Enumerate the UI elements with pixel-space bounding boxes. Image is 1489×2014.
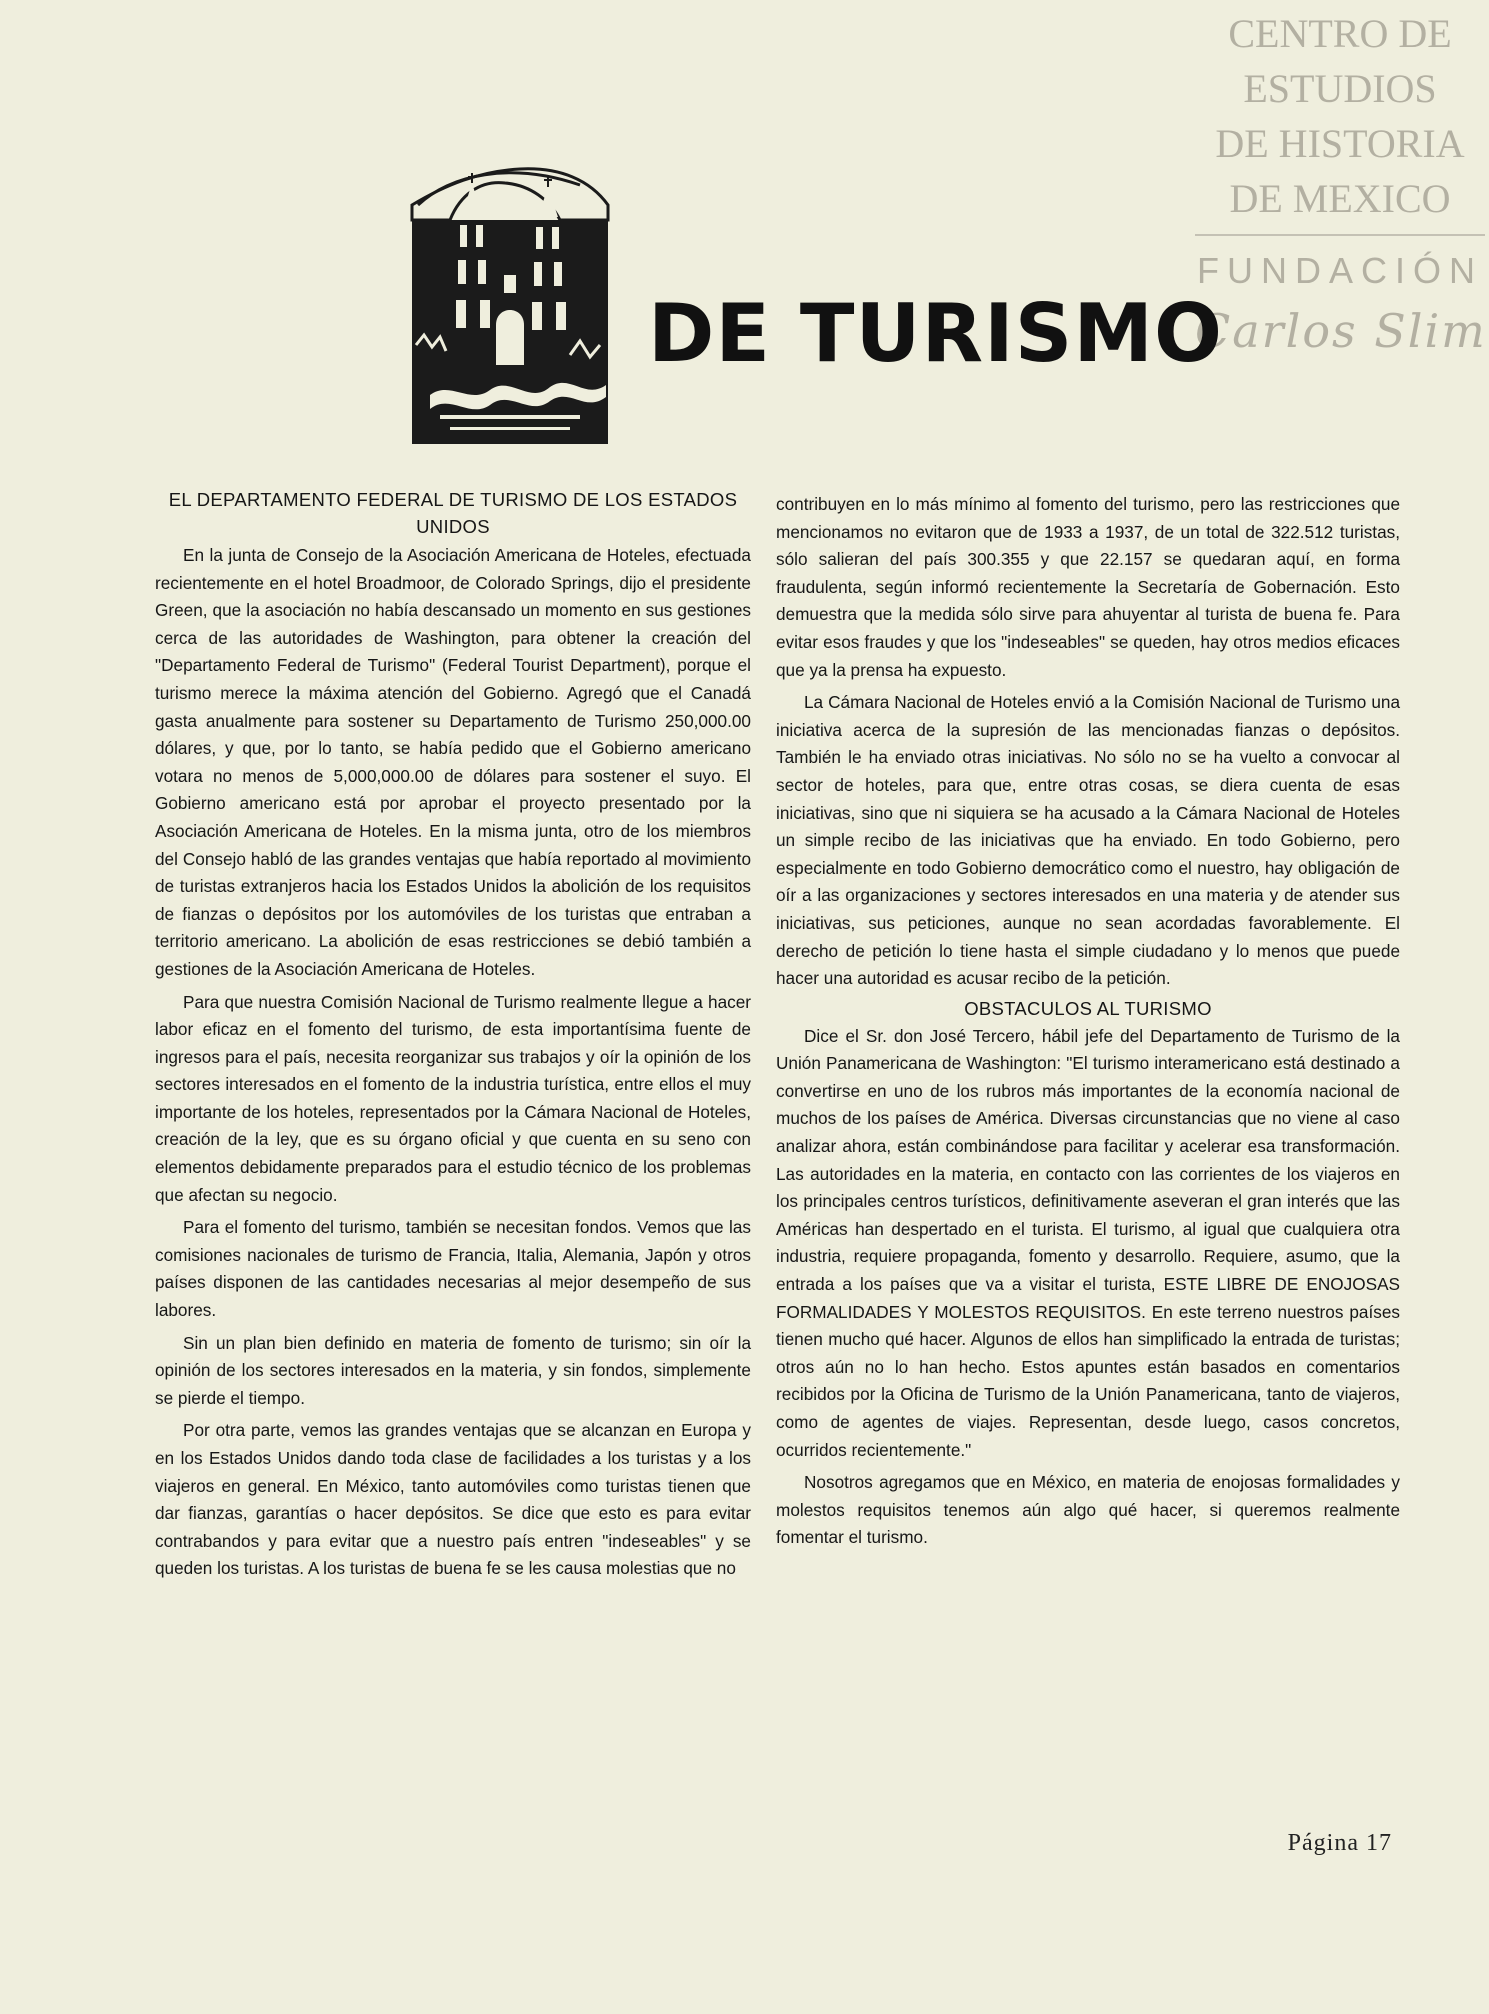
watermark-line: ESTUDIOS: [1243, 66, 1437, 111]
article-paragraph: La Cámara Nacional de Hoteles envió a la Comisión Nacional de Turismo una iniciativa acerca de la supresión de las mencionadas fianzas o depósitos. También le ha enviado otras iniciativas. No sólo no se ha vuelto a convocar al sector de hoteles, para que, entre otras cosas, se diera cuenta de esas iniciativas, sino que ni siquiera se ha acusado a la Cámara Nacional de Hoteles un simple recibo de las iniciativas que ha enviado. En todo Gobierno, pero especialmente en todo Gobierno democrático como el nuestro, hay obligación de oír a las organizaciones y sectores interesados en una materia y de atender sus iniciativas, sus peticiones, aunque no sean acordadas favorablemente. El derecho de petición lo tiene hasta el simple ciudadano y lo menos que puede hacer una autoridad es acusar recibo de la petición.: [776, 692, 1400, 989]
watermark-divider: [1195, 234, 1485, 236]
article-paragraph: Nosotros agregamos que en México, en materia de enojosas formalidades y molestos requisitos tenemos aún algo qué hacer, si queremos realmente fomentar el turismo.: [776, 1472, 1400, 1548]
article-paragraph: Por otra parte, vemos las grandes ventajas que se alcanzan en Europa y en los Estados Unidos dando toda clase de facilidades a los turistas y a los viajeros en general. En México, tanto automóviles como turistas tienen que dar fianzas, garantías o hacer depósitos. Se dice que esto es para evitar contrabandos y para evitar que a nuestro país entren "indeseables" y se queden los turistas. A los turistas de buena fe se les causa molestias que no: [155, 1420, 751, 1579]
page-title: DE TURISMO: [648, 287, 1224, 380]
watermark-line: CENTRO DE: [1228, 11, 1452, 56]
article-paragraph: Sin un plan bien definido en materia de fomento de turismo; sin oír la opinión de los sectores interesados en la materia, y sin fondos, simplemente se pierde el tiempo.: [155, 1332, 751, 1408]
section-heading: EL DEPARTAMENTO FEDERAL DE TURISMO DE LOS ESTADOS UNIDOS: [168, 489, 738, 537]
watermark-line: DE MEXICO: [1229, 176, 1451, 221]
left-column: [155, 486, 751, 1583]
church-towers-woodcut-icon: [410, 165, 610, 447]
article-paragraph: En la junta de Consejo de la Asociación Americana de Hoteles, efectuada recientemente en el hotel Broadmoor, de Colorado Springs, dijo el presidente Green, que la asociación no había descansado un momento en sus gestiones cerca de las autoridades de Washington, para obtener la creación del "Departamento Federal de Turismo" (Federal Tourist Department), porque el turismo merece la máxima atención del Gobierno. Agregó que el Canadá gasta anualmente para sostener su Departamento de Turismo 250,000.00 dólares, y que, por lo tanto, se había pedido que el Gobierno americano votara no menos de 5,000,000.00 de dólares para sostener el suyo. El Gobierno americano está por aprobar el proyecto presentado por la Asociación Americana de Hoteles. En la misma junta, otro de los miembros del Consejo habló de las grandes ventajas que había reportado al movimiento de turistas extranjeros hacia los Estados Unidos la abolición de los requisitos de fianzas o depósitos por los automóviles de los turistas que entraban a territorio americano. La abolición de esas restricciones se debió también a gestiones de la Asociación Americana de Hoteles.: [155, 545, 751, 979]
article-paragraph: contribuyen en lo más mínimo al fomento del turismo, pero las restricciones que mencionamos no evitaron que de 1933 a 1937, de un total de 322.512 turistas, sólo salieran del país 300.355 y que 22.157 se quedaran aquí, en forma fraudulenta, según informó recientemente la Secretaría de Gobernación. Esto demuestra que la medida sólo sirve para ahuyentar al turista de buena fe. Para evitar esos fraudes y que los "indeseables" se queden, hay otros medios eficaces que ya la prensa ha expuesto.: [776, 494, 1400, 680]
watermark-fundacion: FUNDACIÓN: [1197, 250, 1483, 291]
page-number: Página 17: [1287, 1830, 1392, 1856]
section-heading: OBSTACULOS AL TURISMO: [964, 997, 1212, 1019]
right-column: [776, 491, 1400, 1552]
article-paragraph: Para el fomento del turismo, también se necesitan fondos. Vemos que las comisiones nacionales de turismo de Francia, Italia, Alemania, Japón y otros países disponen de las cantidades necesarias al mejor desempeño de sus labores.: [155, 1217, 751, 1321]
watermark-signature: Carlos Slim: [1195, 304, 1487, 358]
article-paragraph: Dice el Sr. don José Tercero, hábil jefe del Departamento de Turismo de la Unión Panamericana de Washington: "El turismo interamericano está destinado a convertirse en uno de los rubros más importantes de la economía nacional de muchos de los países de América. Diversas circunstancias que no viene al caso analizar ahora, están combinándose para facilitar y acelerar esa transformación. Las autoridades en la materia, en contacto con las corrientes de los viajeros en los principales centros turísticos, definitivamente aseveran el gran interés que las Américas han despertado en el turista. El turismo, al igual que cualquiera otra industria, requiere propaganda, fomento y desarrollo. Requiere, asumo, que la entrada a los países que va a visitar el turista, ESTE LIBRE DE ENOJOSAS FORMALIDADES Y MOLESTOS REQUISITOS. En este terreno nuestros países tienen mucho qué hacer. Algunos de ellos han simplificado la entrada de turistas; otros aún no lo han hecho. Estos apuntes están basados en comentarios recibidos por la Oficina de Turismo de la Unión Panamericana, tanto de viajeros, como de agentes de viajes. Representan, desde luego, casos concretos, ocurridos recientemente.": [776, 1025, 1400, 1460]
archive-watermark: [1195, 6, 1485, 366]
article-paragraph: Para que nuestra Comisión Nacional de Turismo realmente llegue a hacer labor eficaz en el fomento del turismo, de esta importantísima fuente de ingresos para el país, necesita reorganizar sus trabajos y oír la opinión de los sectores interesados en el fomento de la industria turística, entre ellos el muy importante de los hoteles, representados por la Cámara Nacional de Hoteles, creación de la ley, que es su órgano oficial y que cuenta en su seno con elementos debidamente preparados para el estudio técnico de los problemas que afectan su negocio.: [155, 991, 751, 1205]
watermark-line: DE HISTORIA: [1215, 121, 1465, 166]
